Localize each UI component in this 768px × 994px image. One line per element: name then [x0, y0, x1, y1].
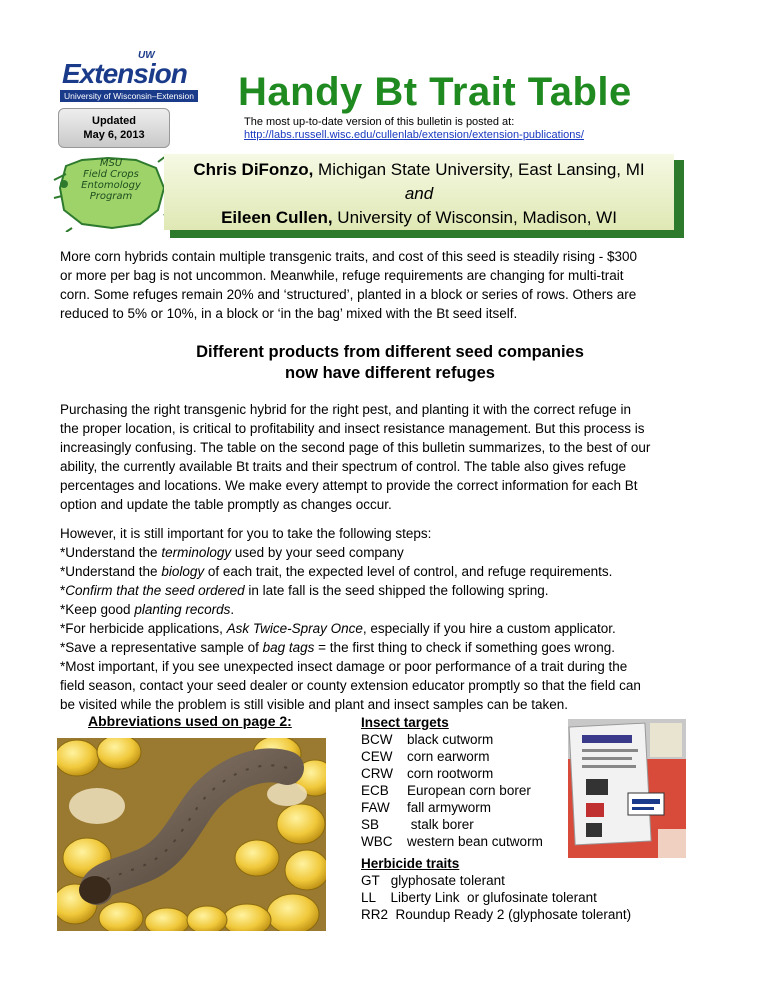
insect-code: CRW [361, 766, 393, 781]
insect-name: black cutworm [407, 732, 494, 747]
insect-row [361, 782, 543, 799]
msu-entomology-badge [52, 152, 170, 232]
updated-badge [58, 108, 170, 148]
step-emphasis: Ask Twice-Spray Once [226, 621, 363, 636]
insect-code: WBC [361, 834, 393, 849]
updated-label: Updated [92, 115, 136, 127]
logo-wordmark: Extension [62, 58, 187, 89]
insect-name: corn rootworm [407, 766, 494, 781]
intro-line: More corn hybrids contain multiple transgenic traits, and cost of this seed is steadily rising - $300 [60, 249, 638, 264]
badge-msu: MSU [99, 158, 123, 169]
final-step-line: field season, contact your seed dealer or county extension educator promptly so that the field can [60, 678, 641, 693]
step-text: of each trait, the expected level of control, and refuge requirements. [204, 564, 613, 579]
badge-line4: Program [89, 191, 133, 202]
cutworm-on-corn-photo [57, 738, 326, 931]
author-1-affiliation: Michigan State University, East Lansing, MI [313, 160, 645, 179]
heading-line: Different products from different seed companies [196, 343, 584, 361]
herbicide-traits-title: Herbicide traits [361, 856, 460, 871]
herbicide-row: LL Liberty Link or glufosinate tolerant [361, 890, 597, 905]
insect-row [361, 731, 543, 748]
author-2 [164, 206, 674, 230]
badge-line3: Entomology [81, 180, 141, 191]
insect-targets-title: Insect targets [361, 715, 449, 730]
step-emphasis: planting records [134, 602, 231, 617]
body-line: percentages and locations. We make every attempt to provide the correct information for each Bt [60, 478, 638, 493]
insect-row [361, 748, 543, 765]
body-line: option and update the table promptly as changes occur. [60, 497, 392, 512]
insect-name: European corn borer [407, 783, 531, 798]
posted-note [244, 116, 584, 142]
intro-paragraph [60, 247, 720, 323]
final-step-line: *Most important, if you see unexpected insect damage or poor performance of a trait during the [60, 659, 628, 674]
herbicide-row: GT glyphosate tolerant [361, 873, 505, 888]
step-text: *Understand the [60, 564, 162, 579]
step-emphasis: biology [161, 564, 205, 579]
step-emphasis: bag tags [262, 640, 315, 655]
insect-code: CEW [361, 749, 393, 764]
seed-bag-tags-photo [568, 719, 686, 858]
step-text: in late fall is the seed shipped the following spring. [244, 583, 549, 598]
insect-row [361, 765, 543, 782]
step-text: *Understand the [60, 545, 162, 560]
step-text: *Save a representative sample of [60, 640, 263, 655]
bulletin-link[interactable]: http://labs.russell.wisc.edu/cullenlab/extension/extension-publications/ [244, 129, 584, 141]
insect-row [361, 816, 543, 833]
body-line: Purchasing the right transgenic hybrid for the right pest, and planting it with the correct refuge in [60, 402, 632, 417]
insect-row [361, 799, 543, 816]
herbicide-row: RR2 Roundup Ready 2 (glyphosate tolerant) [361, 907, 632, 922]
abbreviations-title: Abbreviations used on page 2: [88, 713, 292, 729]
logo-subtitle: University of Wisconsin–Extension [64, 91, 194, 101]
step-text: * [60, 583, 66, 598]
step-text: *Keep good [60, 602, 135, 617]
insect-row [361, 833, 543, 850]
step-item [60, 638, 720, 657]
step-emphasis: terminology [161, 545, 232, 560]
insect-code: BCW [361, 732, 393, 747]
intro-line: corn. Some refuges remain 20% and ‘structured’, planted in a block or series of rows. Others are [60, 287, 637, 302]
body-line: ability, the currently available Bt traits and their spectrum of control. The table also gives refuge [60, 459, 627, 474]
uw-extension-logo [60, 52, 200, 100]
posted-text: The most up-to-date version of this bulletin is posted at: [244, 116, 515, 128]
author-and: and [404, 184, 434, 203]
insect-name: fall armyworm [407, 800, 492, 815]
step-item [60, 543, 720, 562]
insect-name: western bean cutworm [407, 834, 543, 849]
step-item [60, 619, 720, 638]
body-line: increasingly confusing. The table on the second page of this bulletin summarizes, to the best of our [60, 440, 651, 455]
step-text: = the first thing to check if something goes wrong. [314, 640, 615, 655]
section-heading [60, 342, 720, 384]
author-2-affiliation: University of Wisconsin, Madison, WI [332, 208, 617, 227]
author-1 [164, 158, 674, 182]
insect-name: stalk borer [407, 817, 474, 832]
cutworm-photo-drawing [57, 738, 326, 931]
step-item [60, 581, 720, 600]
logo-uw: UW [138, 50, 155, 61]
steps-list [60, 524, 720, 714]
author-banner [164, 154, 674, 230]
insect-targets-list [361, 714, 543, 850]
insect-code: ECB [361, 783, 389, 798]
intro-line: or more per bag is not uncommon. Meanwhile, refuge requirements are changing for multi-trait [60, 268, 624, 283]
step-text: , especially if you hire a custom applicator. [362, 621, 616, 636]
badge-line2: Field Crops [83, 169, 139, 180]
author-2-name: Eileen Cullen, [221, 208, 333, 227]
heading-line: now have different refuges [285, 364, 495, 382]
intro-line: reduced to 5% or 10%, in a block or ‘in the bag’ mixed with the Bt seed itself. [60, 306, 518, 321]
insect-name: corn earworm [407, 749, 490, 764]
steps-intro: However, it is still important for you to take the following steps: [60, 526, 432, 541]
body-line: the proper location, is critical to profitability and insect resistance management. But this process is [60, 421, 645, 436]
bag-tags-drawing [568, 719, 686, 858]
insect-code: FAW [361, 800, 390, 815]
step-text: *For herbicide applications, [60, 621, 227, 636]
updated-date: May 6, 2013 [83, 129, 145, 141]
step-text: . [230, 602, 235, 617]
insect-code: SB [361, 817, 380, 832]
body-paragraph [60, 400, 720, 514]
final-step-line: be visited while the problem is still visible and plant and insect samples can be taken. [60, 697, 569, 712]
herbicide-traits-list [361, 855, 631, 923]
author-1-name: Chris DiFonzo, [193, 160, 314, 179]
step-item [60, 562, 720, 581]
step-text: used by your seed company [231, 545, 404, 560]
page-title: Handy Bt Trait Table [238, 70, 632, 114]
step-emphasis: Confirm that the seed ordered [65, 583, 245, 598]
step-item [60, 600, 720, 619]
